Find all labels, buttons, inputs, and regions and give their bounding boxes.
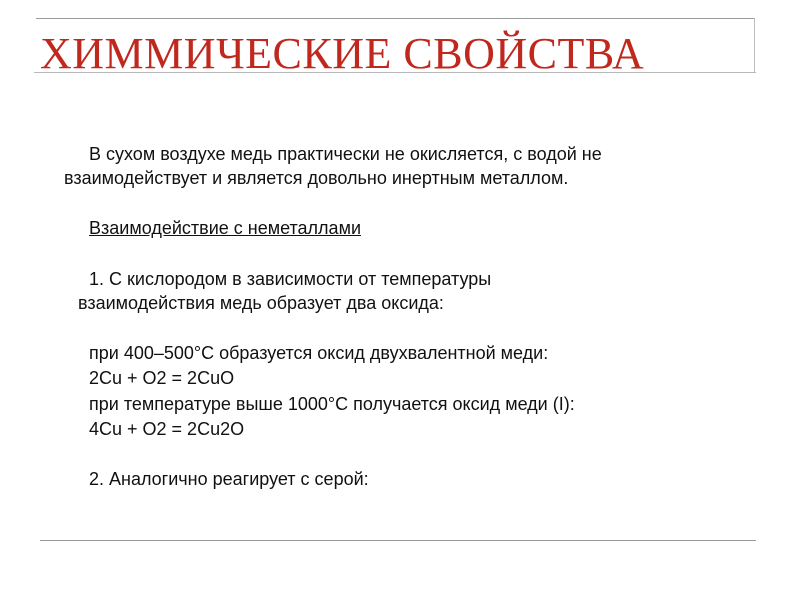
condition-text-1: при 400–500°С образуется оксид двухвалентной меди:: [89, 343, 549, 363]
top-border-corner: [754, 18, 755, 72]
top-border-line: [36, 18, 754, 19]
chemical-equation-2: 4Cu + O2 = 2Cu2O: [89, 419, 245, 439]
list-item-1-line-2: взаимодействия медь образует два оксида:: [78, 293, 444, 313]
list-item-2: 2. Аналогично реагирует с серой:: [89, 469, 369, 489]
chemical-equation-1: 2Cu + O2 = 2CuO: [89, 368, 235, 388]
section-heading-nonmetals: Взаимодействие с неметаллами: [89, 218, 361, 238]
condition-text-2: при температуре выше 1000°С получается оксид меди (I):: [89, 394, 575, 414]
slide-title: ХИММИЧЕСКИЕ СВОЙСТВА: [40, 29, 645, 78]
intro-text-line-2: взаимодействует и является довольно инертным металлом.: [64, 168, 569, 188]
bottom-border-line: [40, 540, 756, 541]
intro-text-line-1: В сухом воздухе медь практически не окисляется, с водой не: [89, 144, 602, 164]
list-item-1-line-1: 1. С кислородом в зависимости от температуры: [89, 269, 492, 289]
title-underline-rule: [34, 72, 756, 73]
